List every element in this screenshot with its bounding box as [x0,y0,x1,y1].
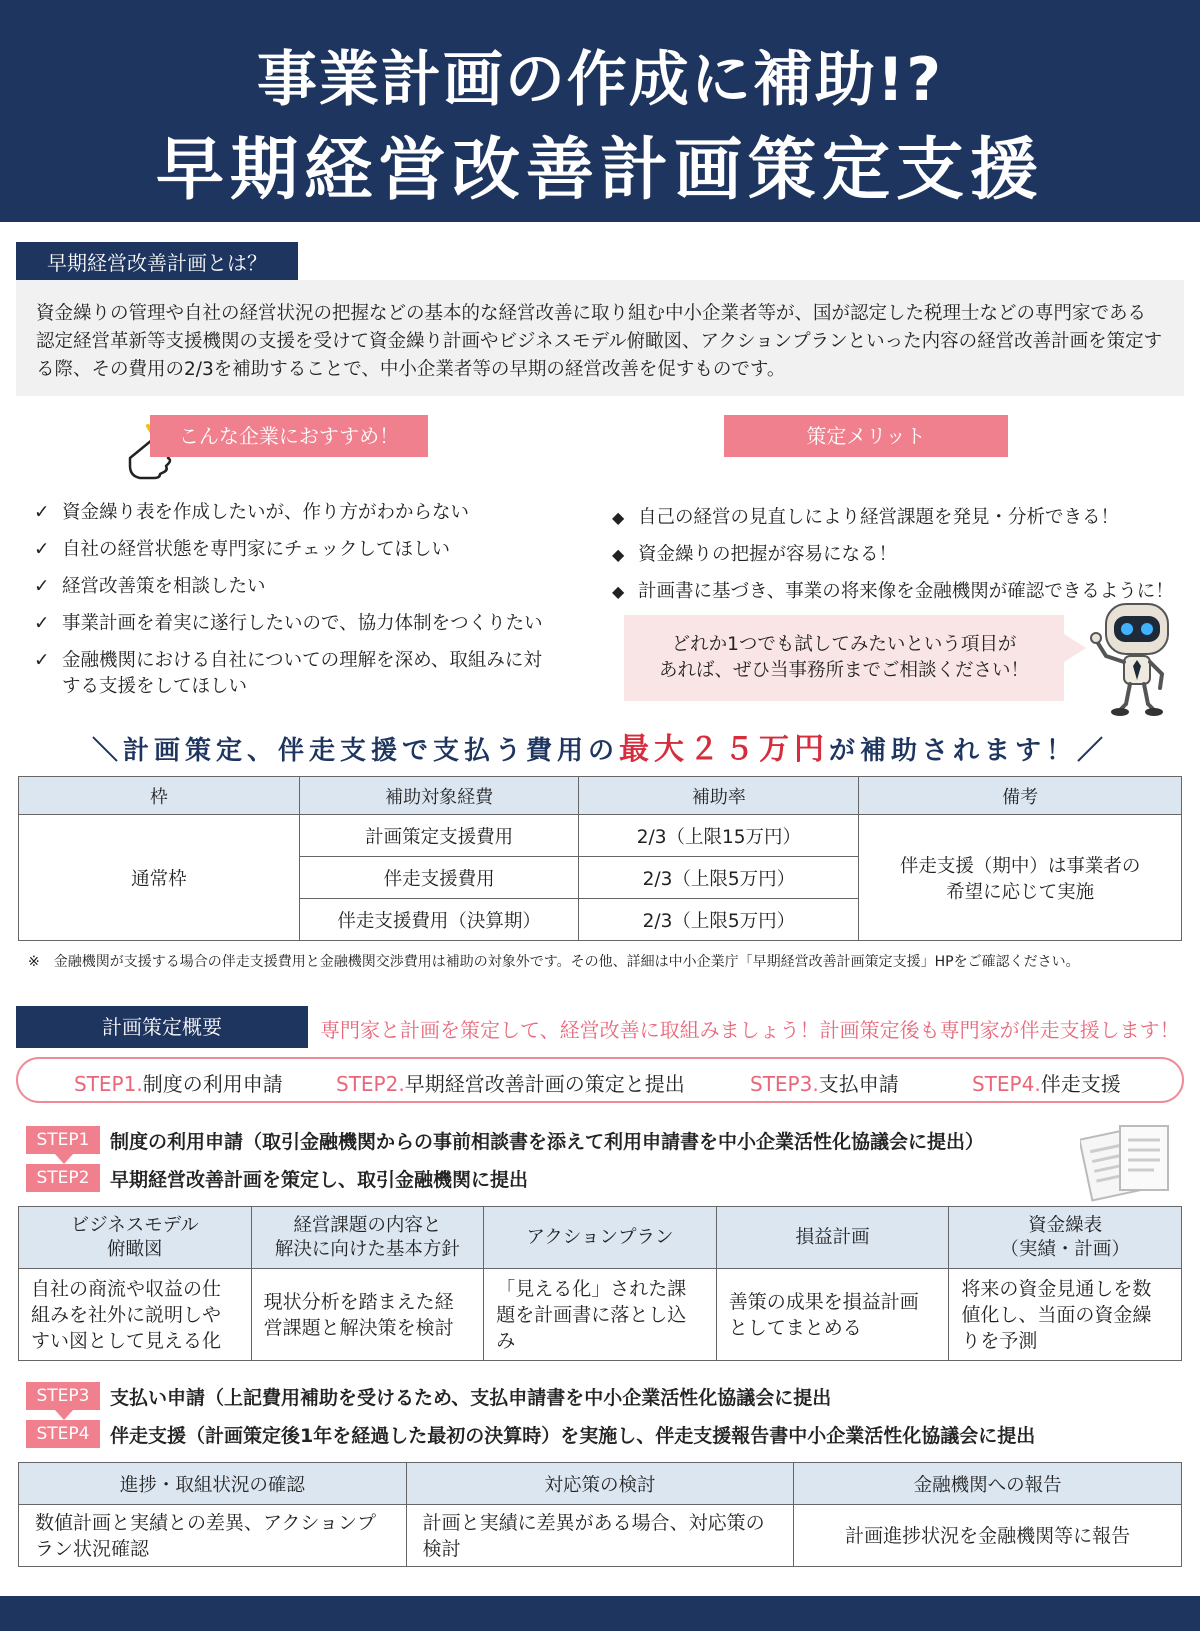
step-summary-1 [74,1068,283,1097]
page-title-line1: 事業計画の作成に補助!? [256,45,944,115]
diamond-bullet-icon: ◆ [612,508,625,527]
cost-cell: 伴走支援費用 [299,857,579,899]
overview-tagline: 専門家と計画を策定して、経営改善に取組みましょう！計画策定後も専門家が伴走支援します！ [320,1018,1180,1042]
step4-description: 伴走支援（計画策定後1年を経過した最初の決算時）を実施し、伴走支援報告書中小企業活性化協議会に提出 [110,1425,1036,1447]
header-banner [0,0,1200,222]
table-cell: 善策の成果を損益計画としてまとめる [716,1269,949,1361]
table-cell: 自社の商流や収益の仕組みを社外に説明しやすい図として見える化 [19,1269,252,1361]
step-name: 支払申請 [818,1072,899,1096]
table-header [251,1207,484,1269]
footnote: ※ 金融機関が支援する場合の伴走支援費用と金融機関交渉費用は補助の対象外です。その他、詳細は中小企業庁「早期経営改善計画策定支援」HPをご確認ください。 [28,954,1080,970]
subsidy-headline [0,724,1200,768]
step-summary-2 [336,1068,685,1097]
recommend-item-text: 事業計画を着実に遂行したいので、協力体制をつくりたい [62,613,543,634]
rate-cell: 2/3（上限5万円） [579,857,859,899]
step1-description: 制度の利用申請（取引金融機関からの事前相談書を添えて利用申請書を中小企業活性化協議会に提出） [110,1131,985,1153]
merit-label: 策定メリット [724,415,1008,457]
check-icon: ✓ [34,613,50,634]
cost-cell: 伴走支援費用（決算期） [299,899,579,941]
step-arrow-icon [55,1410,73,1420]
merit-item-text: 自己の経営の見直しにより経営課題を発見・分析できる！ [638,507,1120,528]
recommend-list [34,500,594,711]
table-row [19,815,1182,857]
headline-highlight: 最大２５万円 [619,732,829,767]
table-header: 枠 [19,777,300,815]
step-name: 制度の利用申請 [142,1072,283,1096]
robot-mascot-icon [1086,600,1186,718]
recommend-item [34,500,594,526]
table-header [949,1207,1182,1269]
recommend-item [34,611,594,637]
step2-tag: STEP2 [26,1164,100,1192]
recommend-item [34,574,594,600]
step-name: 伴走支援 [1040,1072,1121,1096]
step-prefix: STEP3. [750,1072,819,1096]
recommend-label: こんな企業におすすめ！ [150,415,428,457]
step-prefix: STEP2. [336,1072,405,1096]
bubble-line2: あれば、ぜひ当事務所までご相談ください！ [658,660,1029,681]
table-row [19,1269,1182,1361]
remark-line: 希望に応じて実施 [946,881,1095,903]
headline-before: ＼計画策定、伴走支援で支払う費用の [91,736,619,766]
table-header: 備考 [859,777,1182,815]
table-header [19,1207,252,1269]
header-line: 経営課題の内容と [293,1214,442,1236]
table-cell: 現状分析を踏まえた経営課題と解決策を検討 [251,1269,484,1361]
overview-label: 計画策定概要 [16,1006,308,1048]
check-icon: ✓ [34,576,50,597]
merit-item [612,505,1200,531]
table-header: 補助率 [579,777,859,815]
rate-cell: 2/3（上限15万円） [579,815,859,857]
step3-description: 支払い申請（上記費用補助を受けるため、支払申請書を中小企業活性化協議会に提出 [110,1387,832,1409]
step1-tag: STEP1 [26,1126,100,1154]
step-prefix: STEP4. [972,1072,1041,1096]
table-cell: 将来の資金見通しを数値化し、当面の資金繰りを予測 [949,1269,1182,1361]
recommend-item-text: 金融機関における自社についての理解を深め、取組みに対する支援をしてほしい [62,650,542,697]
remark-cell [859,815,1182,941]
merit-item [612,542,1200,568]
check-icon: ✓ [34,650,50,671]
step4-tag: STEP4 [26,1420,100,1448]
header-line: 俯瞰図 [107,1238,163,1260]
step-summary-4 [972,1068,1121,1097]
header-line: ビジネスモデル [70,1214,199,1236]
check-icon: ✓ [34,539,50,560]
header-line: （実績・計画） [1000,1238,1130,1260]
recommend-item [34,648,554,700]
table-header-row [19,1207,1182,1269]
table-header: 金融機関への報告 [794,1463,1182,1505]
consult-bubble [624,615,1064,701]
table-header: 補助対象経費 [299,777,579,815]
table-cell: 「見える化」された課題を計画書に落とし込み [484,1269,717,1361]
merit-item-text: 資金繰りの把握が容易になる！ [638,544,898,565]
step-summary-3 [750,1068,899,1097]
header-line: 解決に向けた基本方針 [274,1238,460,1260]
merit-item-text: 計画書に基づき、事業の将来像を金融機関が確認できるように！ [638,581,1174,602]
bubble-line1: どれか1つでも試してみたいという項目が [671,634,1017,655]
header-line: 資金繰表 [1028,1214,1103,1236]
step-arrow-icon [55,1154,73,1164]
table-header [716,1207,949,1269]
table-cell: 数値計画と実績との差異、アクションプラン状況確認 [19,1505,407,1567]
step-name: 早期経営改善計画の策定と提出 [404,1072,685,1096]
diamond-bullet-icon: ◆ [612,545,625,564]
plan-contents-table [18,1206,1182,1361]
documents-icon [1080,1118,1176,1210]
table-header [484,1207,717,1269]
diamond-bullet-icon: ◆ [612,582,625,601]
check-icon: ✓ [34,502,50,523]
frame-cell: 通常枠 [19,815,300,941]
recommend-item-text: 自社の経営状態を専門家にチェックしてほしい [62,539,450,560]
step2-description: 早期経営改善計画を策定し、取引金融機関に提出 [110,1169,529,1191]
header-line: 損益計画 [795,1226,870,1248]
recommend-item-text: 経営改善策を相談したい [62,576,266,597]
step-prefix: STEP1. [74,1072,143,1096]
subsidy-table [18,776,1182,941]
intro-label: 早期経営改善計画とは？ [16,242,298,284]
headline-after: が補助されます！／ [829,736,1109,766]
table-cell: 計画進捗状況を金融機関等に報告 [794,1505,1182,1567]
cost-cell: 計画策定支援費用 [299,815,579,857]
table-header: 対応策の検討 [406,1463,794,1505]
footer-bar [0,1596,1200,1631]
rate-cell: 2/3（上限5万円） [579,899,859,941]
recommend-item [34,537,594,563]
table-cell: 計画と実績に差異がある場合、対応策の検討 [406,1505,794,1567]
remark-line: 伴走支援（期中）は事業者の [899,855,1141,877]
bubble-tail [1064,634,1086,662]
table-header: 進捗・取組状況の確認 [19,1463,407,1505]
intro-text: 資金繰りの管理や自社の経営状況の把握などの基本的な経営改善に取り組む中小企業者等が、国が認定した税理士などの専門家である認定経営革新等支援機関の支援を受けて資金繰り計画やビジネスモデル俯瞰図、アクションプランといった内容の経営改善計画を策定する際、その費用の2/3を補助することで、中小企業者等の早期の経営改善を促すものです。 [16,280,1184,396]
recommend-item-text: 資金繰り表を作成したいが、作り方がわからない [62,502,470,523]
header-line: アクションプラン [526,1226,674,1248]
table-header-row [19,1463,1182,1505]
follow-up-table [18,1462,1182,1567]
page-title-line2: 早期経営改善計画策定支援 [155,131,1044,210]
steps-bar [16,1057,1184,1103]
table-header-row [19,777,1182,815]
table-row [19,1505,1182,1567]
step3-tag: STEP3 [26,1382,100,1410]
